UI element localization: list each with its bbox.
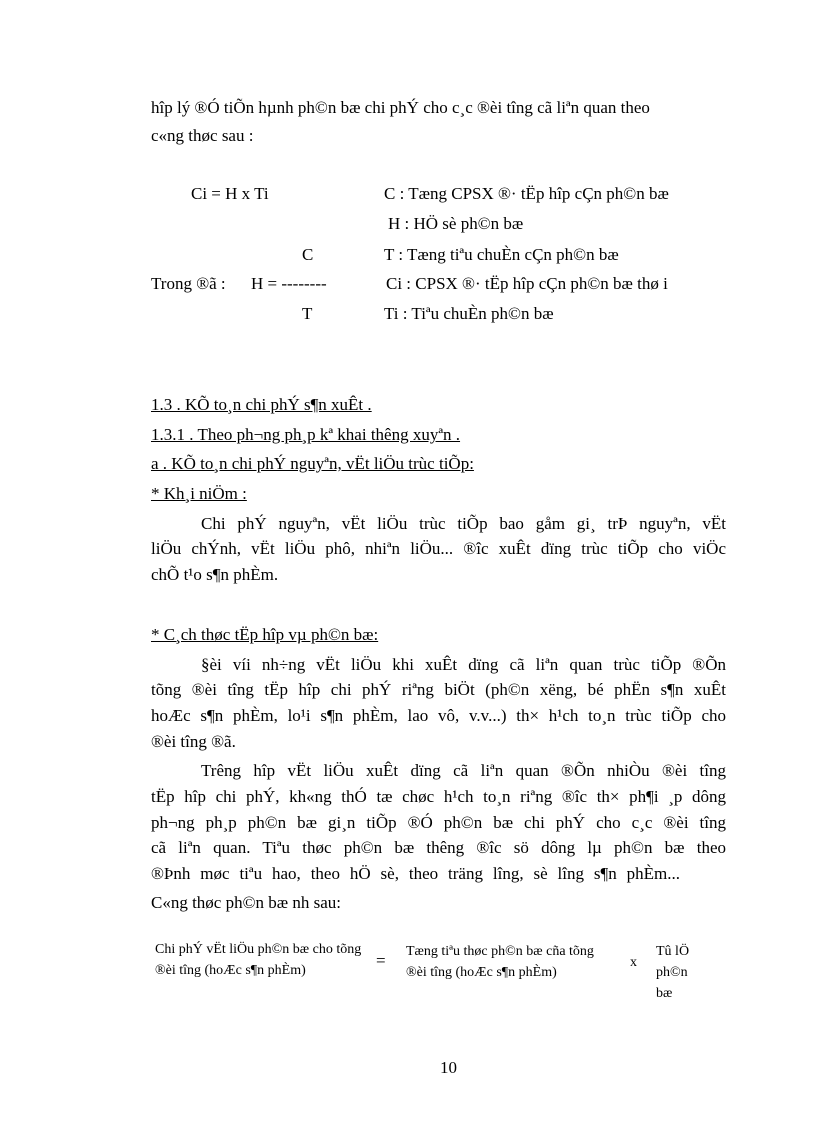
formula2-left: Chi phÝ vËt liÖu ph©n bæ cho tõng ®èi tîng (hoÆc s¶n phÈm) <box>155 942 362 978</box>
heading-cach-thuc: * C¸ch thøc tËp hîp vµ ph©n bæ: <box>151 625 379 644</box>
heading-1-3-1: 1.3.1 . Theo ph¬ng ph¸p kª khai thêng xuyªn . <box>151 425 461 444</box>
legend-h: H : HÖ sè ph©n bæ <box>388 214 524 233</box>
legend-t: T : Tæng tiªu chuÈn cÇn ph©n bæ <box>384 245 619 264</box>
para1-line-2: liÖu chÝnh, vËt liÖu phô, nhiªn liÖu... ®îc xuÊt dïng trùc tiÕp cho viÖc <box>151 539 726 558</box>
formula2-middle: Tæng tiªu thøc ph©n bæ cña tõng ®èi tîng (hoÆc s¶n phÈm) <box>406 944 594 980</box>
para1-line-3: chÕ t¹o s¶n phÈm. <box>151 565 279 584</box>
formula-numerator: C <box>302 245 314 264</box>
page-number: 10 <box>440 1058 457 1077</box>
formula-trong: Trong ®ã : <box>151 274 226 293</box>
legend-c: C : Tæng CPSX ®· tËp hîp cÇn ph©n bæ <box>384 184 669 203</box>
intro-line-1: hîp lý ®Ó tiÕn hµnh ph©n bæ chi phÝ cho c¸c ®èi tîng cã liªn quan theo <box>151 98 650 117</box>
para2-line-3: hoÆc s¶n phÈm, lo¹i s¶n phÈm, lao vô, v.v...) th× h¹ch to¸n trùc tiÕp cho <box>151 706 726 725</box>
para3-line-1: Trêng hîp vËt liÖu xuÊt dïng cã liªn quan ®Õn nhiÒu ®èi tîng <box>201 761 726 780</box>
formula2-equals: = <box>376 951 386 970</box>
legend-ci: Ci : CPSX ®· tËp hîp cÇn ph©n bæ thø i <box>386 274 668 293</box>
para2-line-1: §èi víi nh÷ng vËt liÖu khi xuÊt dïng cã liªn quan trùc tiÕp ®Õn <box>201 655 726 674</box>
heading-1-3: 1.3 . KÕ to¸n chi phÝ s¶n xuÊt . <box>151 395 372 414</box>
formula-main: Ci = H x Ti <box>191 184 269 203</box>
para3-line-3: ph¬ng ph¸p ph©n bæ gi¸n tiÕp ®Ó ph©n bæ chi phÝ cho c¸c ®èi tîng <box>151 813 726 832</box>
heading-a: a . KÕ to¸n chi phÝ nguyªn, vËt liÖu trùc tiÕp: <box>151 454 474 473</box>
formula2-right: Tû lÖ ph©n bæ <box>656 944 690 1001</box>
legend-ti: Ti : Tiªu chuÈn ph©n bæ <box>384 304 554 323</box>
para3-line-5: ®Þnh møc tiªu hao, theo hÖ sè, theo träng lîng, sè lîng s¶n phÈm... <box>151 864 680 883</box>
formula-intro: C«ng thøc ph©n bæ nh sau: <box>151 893 341 912</box>
para2-line-4: ®èi tîng ®ã. <box>151 732 236 751</box>
para2-line-2: tõng ®èi tîng tËp hîp chi phÝ riªng biÖt (ph©n xëng, bé phËn s¶n xuÊt <box>151 680 726 699</box>
para3-line-4: cã liªn quan. Tiªu thøc ph©n bæ thêng ®îc sö dông lµ ph©n bæ theo <box>151 838 726 857</box>
formula2-times: x <box>630 955 637 970</box>
heading-khai-niem: * Kh¸i niÖm : <box>151 484 247 503</box>
para3-line-2: tËp hîp chi phÝ, kh«ng thÓ tæ chøc h¹ch to¸n riªng ®îc th× ph¶i ¸p dông <box>151 787 726 806</box>
formula-h-eq: H = -------- <box>251 274 327 293</box>
para1-line-1: Chi phÝ nguyªn, vËt liÖu trùc tiÕp bao gåm gi¸ trÞ nguyªn, vËt <box>201 514 726 533</box>
intro-line-2: c«ng thøc sau : <box>151 126 254 145</box>
formula-denominator: T <box>302 304 313 323</box>
